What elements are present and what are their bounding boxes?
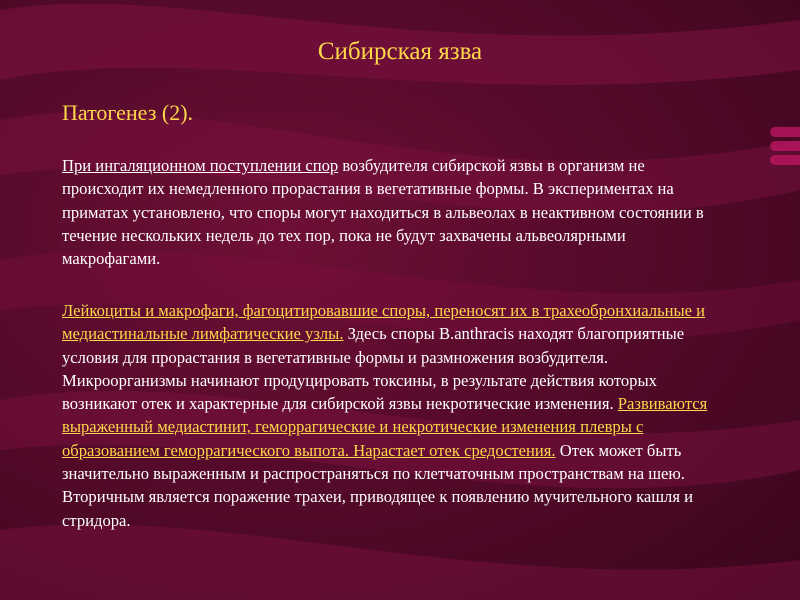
- paragraph-1-text: возбудителя сибирской язвы в организм не происходит их немедленного прорастания в вегетативные формы. В экспериментах на приматах установлено, что споры могут находиться в альвеолах в неактивном состоянии в течение нескольких недель до тех пор, пока не будут захвачены альвеолярными макрофагами.: [62, 156, 704, 269]
- highlight-mediastinitis: Развиваются выраженный медиастинит, геморрагические и некротические изменения плевры с образованием геморрагического выпота. Нарастает отек средостения.: [62, 394, 708, 460]
- side-tab: [770, 127, 800, 137]
- paragraph-2-text-1: Здесь споры B.anthracis находят благоприятные условия для прорастания в вегетативные формы и размножения возбудителя. Микроорганизмы начинают продуцировать токсины, в результате действия которых возникают отек и характерные для сибирской язвы некротические изменения.: [62, 324, 685, 414]
- side-tab: [770, 155, 800, 165]
- underlined-lead: При ингаляционном поступлении спор: [62, 156, 339, 175]
- paragraph-2: [62, 299, 722, 532]
- wave-band: [0, 524, 800, 600]
- paragraph-2-text-2: Отек может быть значительно выраженным и распространяться по клетчаточным пространствам на шею. Вторичным является поражение трахеи, приводящее к появлению мучительного кашля и стридора.: [62, 440, 693, 530]
- paragraph-1: [62, 154, 722, 270]
- side-tabs-decoration: [770, 127, 800, 169]
- slide-subtitle: Патогенез (2).: [62, 100, 194, 125]
- highlight-lymph-nodes: Лейкоциты и макрофаги, фагоцитировавшие споры, переносят их в трахеобронхиальные и медиастинальные лимфатические узлы.: [62, 301, 706, 344]
- side-tab: [770, 141, 800, 151]
- slide-title: Сибирская язва: [317, 38, 483, 65]
